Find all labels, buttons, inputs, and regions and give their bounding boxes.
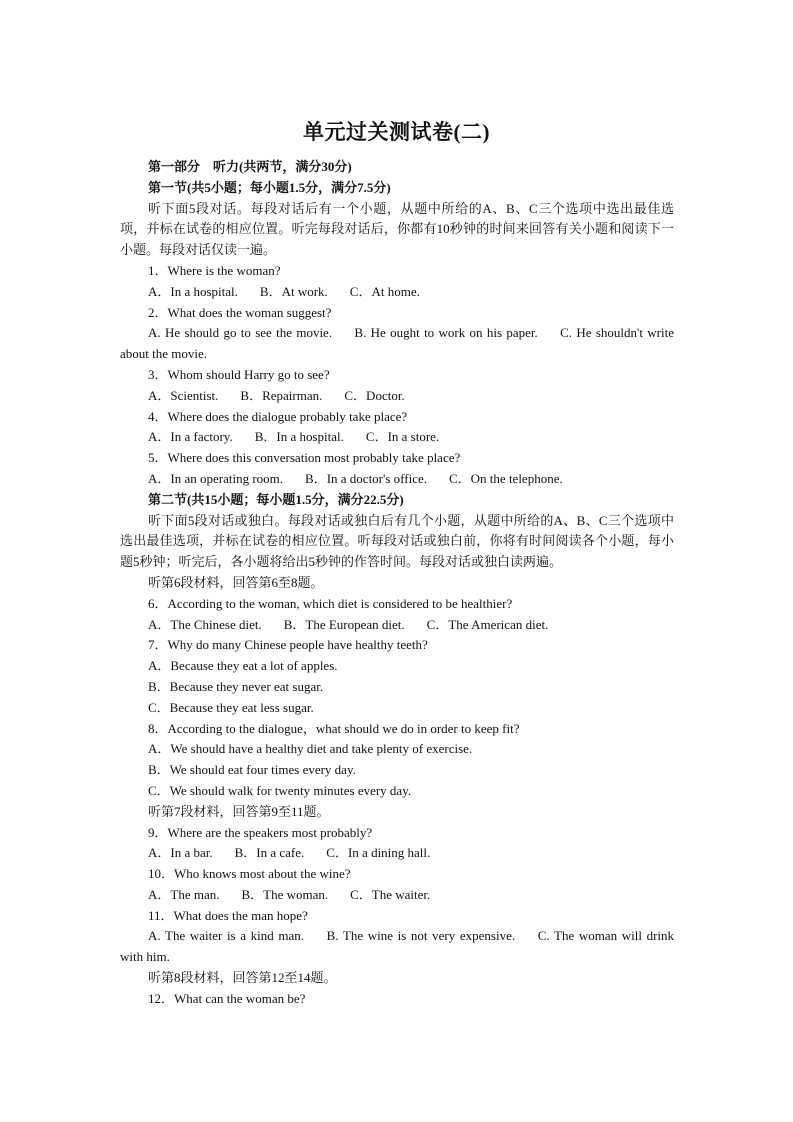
- option-a: A．The Chinese diet.: [148, 616, 262, 632]
- section2-instructions: 听下面5段对话或独白。每段对话或独白后有几个小题，从题中所给的A、B、C三个选项中选出最佳选项，并标在试卷的相应位置。听每段对话或独白前，你将有时间阅读各个小题，每小题5秒钟；听完后，各小题将给出5秒钟的作答时间。每段对话或独白读两遍。: [120, 512, 674, 570]
- option-c: C．The waiter.: [350, 886, 431, 902]
- question-8-option-a: A．We should have a healthy diet and take plenty of exercise.: [148, 741, 473, 757]
- option-c: C. He shouldn't write about the movie.: [120, 325, 674, 362]
- question-8: 8．According to the dialogue，what should we do in order to keep fit?: [148, 720, 520, 736]
- option-b: B. The wine is not very expensive.: [326, 928, 516, 944]
- option-b: B．Repairman.: [240, 387, 323, 403]
- section2-heading: 第二节(共15小题；每小题1.5分，满分22.5分): [148, 491, 404, 507]
- question-11-options: [120, 926, 674, 968]
- option-c: C．In a dining hall.: [326, 845, 431, 861]
- question-8-option-c: C．We should walk for twenty minutes every day.: [148, 782, 412, 798]
- option-b: B．In a doctor's office.: [305, 470, 427, 486]
- question-8-option-b: B．We should eat four times every day.: [148, 762, 356, 778]
- option-a: A．The man.: [148, 886, 220, 902]
- part-heading: 第一部分 听力(共两节，满分30分): [148, 159, 352, 174]
- document-body: [120, 157, 674, 1010]
- question-2: 2．What does the woman suggest?: [148, 304, 332, 320]
- section1-heading: 第一节(共5小题；每小题1.5分，满分7.5分): [148, 179, 391, 195]
- material-6-note: 听第6段材料，回答第6至8题。: [148, 574, 324, 590]
- option-c: C．The American diet.: [426, 616, 549, 632]
- option-b: B．In a hospital.: [254, 429, 344, 445]
- question-12: 12．What can the woman be?: [148, 990, 306, 1006]
- option-a: A．In a hospital.: [148, 283, 238, 299]
- question-3: 3．Whom should Harry go to see?: [148, 366, 330, 382]
- option-b: B．The European diet.: [283, 616, 405, 632]
- material-8-note: 听第8段材料，回答第12至14题。: [148, 970, 337, 986]
- section1-instructions: 听下面5段对话。每段对话后有一个小题，从题中所给的A、B、C三个选项中选出最佳选项，并标在试卷的相应位置。听完每段对话后，你都有10秒钟的时间来回答有关小题和阅读下一小题。每段对话仅读一遍。: [120, 200, 674, 258]
- question-11: 11．What does the man hope?: [148, 907, 308, 923]
- question-6-options: [120, 615, 674, 636]
- option-c: C．At home.: [349, 283, 420, 299]
- question-10-options: [120, 885, 674, 906]
- page-title: 单元过关测试卷(二): [303, 120, 490, 144]
- option-a: A. The waiter is a kind man.: [148, 928, 304, 944]
- option-b: B．At work.: [259, 283, 328, 299]
- option-a: A．In a bar.: [148, 845, 213, 861]
- option-b: B．The woman.: [241, 886, 329, 902]
- question-3-options: [120, 386, 674, 407]
- option-b: B. He ought to work on his paper.: [354, 325, 538, 341]
- option-b: B．In a cafe.: [234, 845, 305, 861]
- option-a: A．In a factory.: [148, 429, 233, 445]
- question-1: 1．Where is the woman?: [148, 262, 281, 278]
- material-7-note: 听第7段材料，回答第9至11题。: [148, 803, 330, 819]
- option-c: C．In a store.: [365, 429, 440, 445]
- question-5-options: [120, 469, 674, 490]
- question-7: 7．Why do many Chinese people have healthy teeth?: [148, 637, 428, 653]
- option-c: C．Doctor.: [344, 387, 405, 403]
- option-c: C. The woman will drink with him.: [120, 928, 675, 965]
- question-4: 4．Where does the dialogue probably take place?: [148, 408, 408, 424]
- question-10: 10．Who knows most about the wine?: [148, 866, 351, 882]
- question-2-options: [120, 323, 674, 365]
- question-7-option-a: A．Because they eat a lot of apples.: [148, 658, 338, 674]
- question-1-options: [120, 282, 674, 303]
- option-a: A. He should go to see the movie.: [148, 325, 333, 341]
- question-7-option-b: B．Because they never eat sugar.: [148, 678, 324, 694]
- option-a: A．In an operating room.: [148, 470, 284, 486]
- question-6: 6．According to the woman, which diet is considered to be healthier?: [148, 595, 513, 611]
- question-7-option-c: C．Because they eat less sugar.: [148, 699, 314, 715]
- question-5: 5．Where does this conversation most probably take place?: [148, 450, 461, 466]
- option-a: A．Scientist.: [148, 387, 219, 403]
- question-4-options: [120, 427, 674, 448]
- option-c: C．On the telephone.: [449, 470, 563, 486]
- question-9-options: [120, 843, 674, 864]
- question-9: 9．Where are the speakers most probably?: [148, 824, 373, 840]
